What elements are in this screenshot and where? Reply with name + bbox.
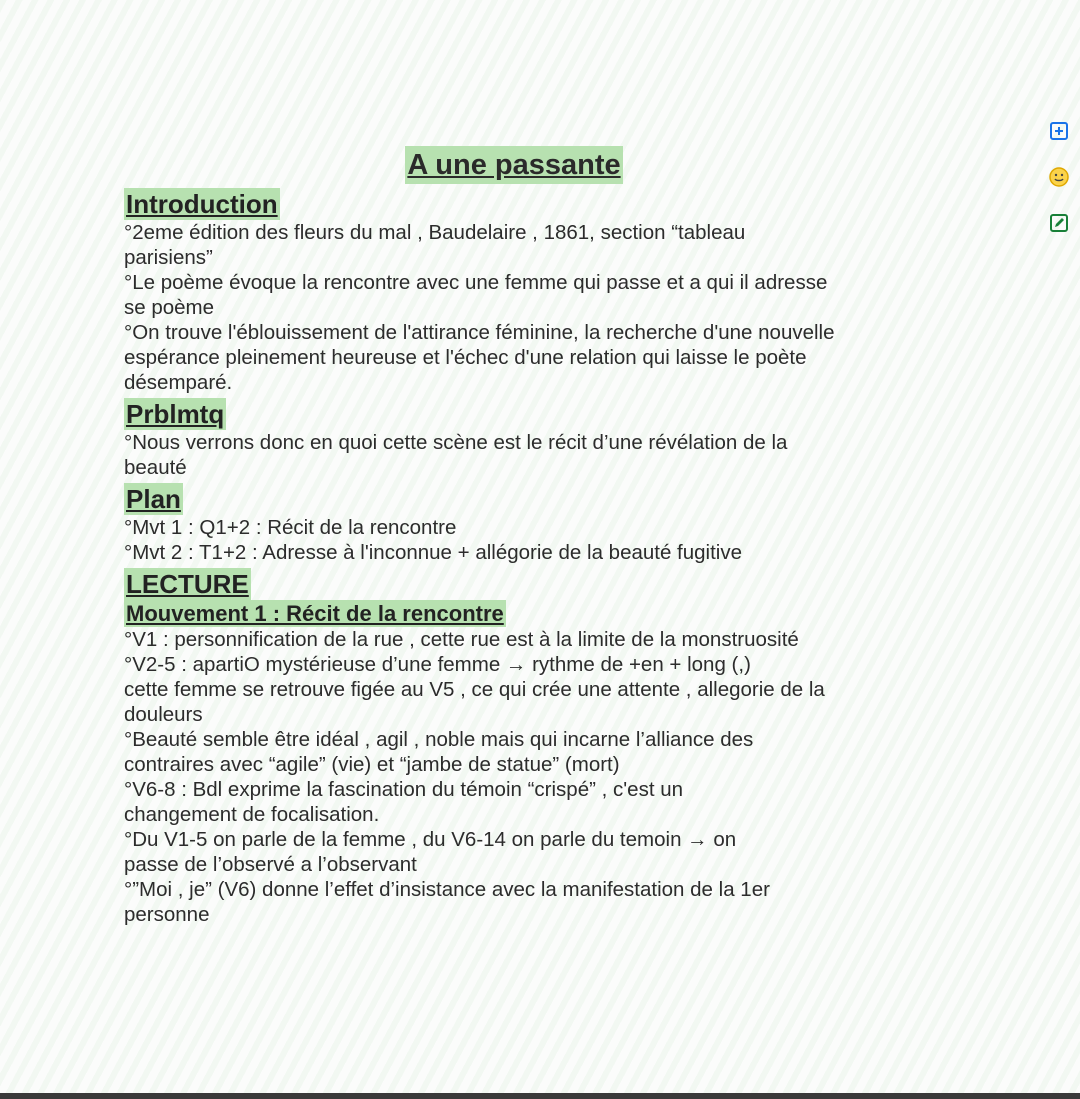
section-line: °V2-5 : apartiO mystérieuse d’une femme → rythme de +en + long (,): [124, 653, 751, 676]
section-line: °On trouve l'éblouissement de l'attirance féminine, la recherche d'une nouvelle: [124, 321, 835, 344]
section-line: °Le poème évoque la rencontre avec une femme qui passe et a qui il adresse: [124, 271, 828, 294]
document-title: A une passante: [405, 146, 622, 184]
section-lecture: [124, 568, 954, 927]
section-line: °Mvt 2 : T1+2 : Adresse à l'inconnue + allégorie de la beauté fugitive: [124, 541, 743, 564]
section-line: °2eme édition des fleurs du mal , Baudelaire , 1861, section “tableau: [124, 221, 746, 244]
add-comment-icon[interactable]: [1048, 120, 1070, 142]
section-line: °Nous verrons donc en quoi cette scène est le récit d’une révélation de la: [124, 431, 788, 454]
section-line: cette femme se retrouve figée au V5 , ce qui crée une attente , allegorie de la: [124, 678, 825, 701]
section-line: parisiens”: [124, 246, 213, 269]
section-heading: LECTURE: [126, 569, 249, 599]
section-line: °Du V1-5 on parle de la femme , du V6-14 on parle du temoin → on: [124, 828, 737, 851]
section-introduction: [124, 188, 954, 395]
section-heading: Introduction: [126, 189, 278, 219]
section-line: personne: [124, 903, 210, 926]
section-line: désemparé.: [124, 371, 233, 394]
title-wrap: [124, 146, 954, 188]
document-content: [124, 146, 954, 930]
section-line: °V6-8 : Bdl exprime la fascination du témoin “crispé” , c'est un: [124, 778, 684, 801]
section-line: °Mvt 1 : Q1+2 : Récit de la rencontre: [124, 516, 457, 539]
section-heading: Prblmtq: [126, 399, 225, 429]
section-heading: Plan: [126, 484, 181, 514]
section-line: changement de focalisation.: [124, 803, 380, 826]
section-line: °V1 : personnification de la rue , cette rue est à la limite de la monstruosité: [124, 628, 799, 651]
suggest-edit-icon[interactable]: [1048, 212, 1070, 234]
section-line: passe de l’observé a l’observant: [124, 853, 417, 876]
section-line: espérance pleinement heureuse et l'échec d'une relation qui laisse le poète: [124, 346, 807, 369]
section-line: contraires avec “agile” (vie) et “jambe de statue” (mort): [124, 753, 620, 776]
section-subheading: Mouvement 1 : Récit de la rencontre: [126, 601, 504, 626]
section-line: °”Moi , je” (V6) donne l’effet d’insistance avec la manifestation de la 1er: [124, 878, 770, 901]
section-line: beauté: [124, 456, 187, 479]
bottom-edge-bar: [0, 1093, 1080, 1099]
section-plan: [124, 483, 954, 565]
section-line: se poème: [124, 296, 215, 319]
side-toolbar: [1048, 120, 1074, 258]
section-problematique: [124, 398, 954, 480]
section-line: douleurs: [124, 703, 203, 726]
section-line: °Beauté semble être idéal , agil , noble mais qui incarne l’alliance des: [124, 728, 754, 751]
emoji-icon[interactable]: [1048, 166, 1070, 188]
